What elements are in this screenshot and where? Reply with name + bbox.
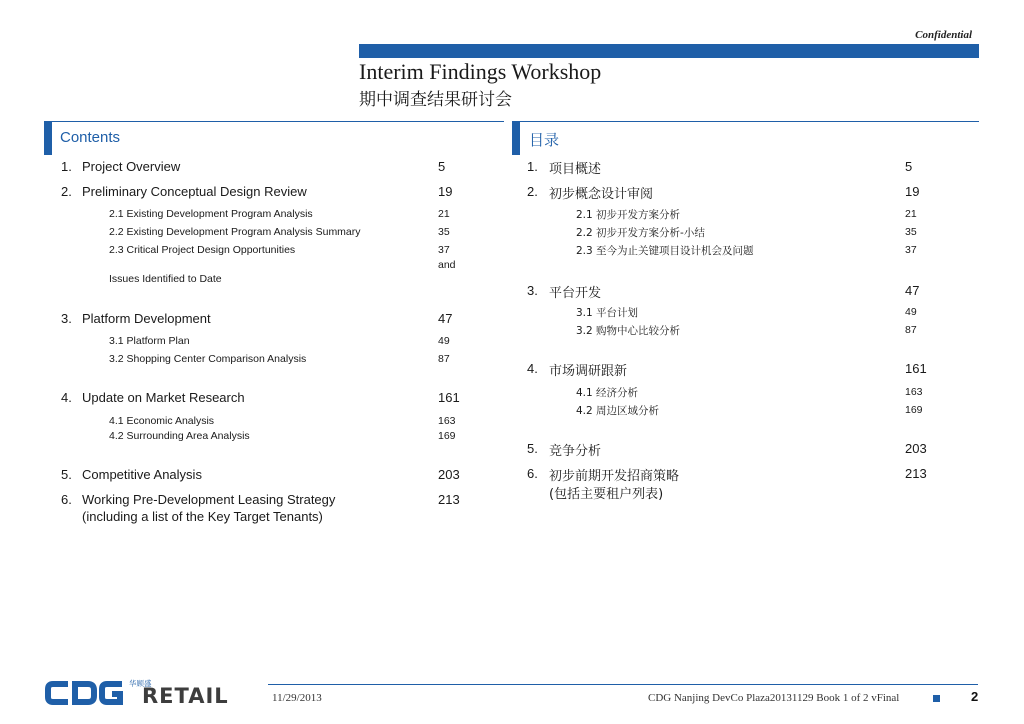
toc-cn-item-num: 5. xyxy=(527,441,538,456)
contents-heading: Contents xyxy=(60,129,121,146)
toc-item-num: 5. xyxy=(61,467,72,482)
toc-cn-item-num: 4. xyxy=(527,361,538,376)
toc-cn-item-label: (包括主要租户列表) xyxy=(549,487,664,502)
toc-item-num: 2. xyxy=(61,184,72,199)
toc-item-page: 203 xyxy=(438,467,460,482)
page-title: Interim Findings Workshop xyxy=(359,59,602,84)
toc-cn-subitem-page: 169 xyxy=(905,404,923,416)
toc-cn-subitem-page: 163 xyxy=(905,386,923,398)
page-number: 2 xyxy=(971,689,979,704)
toc-subitem-extra: and xyxy=(438,259,456,271)
toc-subitem-label[interactable]: 3.1 Platform Plan xyxy=(109,335,190,347)
toc-item-num: 4. xyxy=(61,390,72,405)
toc-cn-item-num: 6. xyxy=(527,466,538,481)
toc-item-page: 213 xyxy=(438,492,460,507)
toc-subitem-label[interactable]: Issues Identified to Date xyxy=(109,273,222,285)
toc-item-label: (including a list of the Key Target Tenants) xyxy=(82,509,323,524)
contents-marker xyxy=(44,121,52,155)
toc-item-label[interactable]: Project Overview xyxy=(82,159,181,174)
svg-text:RETAIL: RETAIL xyxy=(142,684,229,708)
toc-item-label[interactable]: Competitive Analysis xyxy=(82,467,202,482)
toc-subitem-page: 169 xyxy=(438,430,456,442)
toc-subitem-page: 163 xyxy=(438,415,456,427)
toc-item-num: 3. xyxy=(61,311,72,326)
toc-cn-subitem-label[interactable]: 2.3 至今为止关键项目设计机会及问题 xyxy=(576,245,754,257)
cdg-retail-logo xyxy=(44,676,260,710)
toc-subitem-label[interactable]: 2.1 Existing Development Program Analysis xyxy=(109,208,313,220)
toc-subitem-page: 37 xyxy=(438,244,450,256)
page-title-cn: 期中调查结果研讨会 xyxy=(359,90,512,110)
toc-item-label[interactable]: Preliminary Conceptual Design Review xyxy=(82,184,307,199)
toc-subitem-page: 49 xyxy=(438,335,450,347)
logo-cn-text: 华顾盛 xyxy=(129,679,152,688)
contents-cn-divider xyxy=(512,121,979,122)
toc-subitem-page: 35 xyxy=(438,226,450,238)
toc-cn-subitem-page: 35 xyxy=(905,226,917,238)
toc-item-page: 47 xyxy=(438,311,453,326)
toc-item-label[interactable]: Platform Development xyxy=(82,311,211,326)
toc-cn-subitem-label[interactable]: 2.1 初步开发方案分析 xyxy=(576,209,681,221)
toc-item-page: 5 xyxy=(438,159,446,174)
contents-cn-marker xyxy=(512,121,520,155)
toc-cn-item-page: 161 xyxy=(905,361,927,376)
toc-cn-item-num: 3. xyxy=(527,283,538,298)
toc-item-label[interactable]: Update on Market Research xyxy=(82,390,245,405)
toc-cn-item-num: 2. xyxy=(527,184,538,199)
toc-cn-item-label[interactable]: 初步前期开发招商策略 xyxy=(549,469,680,484)
toc-cn-subitem-page: 49 xyxy=(905,306,917,318)
toc-cn-item-page: 47 xyxy=(905,283,920,298)
footer-date: 11/29/2013 xyxy=(272,692,322,704)
toc-subitem-label[interactable]: 2.3 Critical Project Design Opportunities xyxy=(109,244,296,256)
contents-divider xyxy=(44,121,504,122)
toc-subitem-page: 87 xyxy=(438,353,450,365)
toc-cn-item-label[interactable]: 项目概述 xyxy=(549,162,602,177)
toc-cn-item-page: 213 xyxy=(905,466,927,481)
toc-cn-item-label[interactable]: 初步概念设计审阅 xyxy=(549,187,654,202)
footer-square-icon xyxy=(933,695,940,702)
footer-filename: CDG Nanjing DevCo Plaza20131129 Book 1 of 2 vFinal xyxy=(648,692,900,704)
toc-item-num: 6. xyxy=(61,492,72,507)
toc-subitem-page: 21 xyxy=(438,208,450,220)
footer-divider xyxy=(268,684,978,685)
toc-cn-subitem-page: 37 xyxy=(905,244,917,256)
toc-cn-item-page: 203 xyxy=(905,441,927,456)
toc-cn-subitem-label[interactable]: 3.2 购物中心比较分析 xyxy=(576,325,681,337)
toc-cn-subitem-label[interactable]: 3.1 平台计划 xyxy=(576,307,639,319)
toc-cn-subitem-label[interactable]: 2.2 初步开发方案分析-小结 xyxy=(576,227,705,239)
toc-item-num: 1. xyxy=(61,159,72,174)
toc-cn-subitem-label[interactable]: 4.1 经济分析 xyxy=(576,387,639,399)
header-bar xyxy=(359,44,979,58)
toc-cn-subitem-page: 21 xyxy=(905,208,917,220)
confidential-label: Confidential xyxy=(915,29,972,41)
toc-cn-item-label[interactable]: 平台开发 xyxy=(549,286,602,301)
toc-cn-item-page: 19 xyxy=(905,184,920,199)
toc-item-page: 161 xyxy=(438,390,460,405)
toc-subitem-label[interactable]: 4.2 Surrounding Area Analysis xyxy=(109,430,250,442)
contents-cn-heading: 目录 xyxy=(529,131,560,149)
toc-cn-item-label[interactable]: 市场调研跟新 xyxy=(549,364,628,379)
toc-cn-item-page: 5 xyxy=(905,159,913,174)
toc-cn-subitem-label[interactable]: 4.2 周边区域分析 xyxy=(576,405,660,417)
toc-cn-item-num: 1. xyxy=(527,159,538,174)
toc-item-page: 19 xyxy=(438,184,453,199)
toc-item-label[interactable]: Working Pre-Development Leasing Strategy xyxy=(82,492,336,507)
toc-cn-subitem-page: 87 xyxy=(905,324,917,336)
toc-subitem-label[interactable]: 3.2 Shopping Center Comparison Analysis xyxy=(109,353,307,365)
toc-subitem-label[interactable]: 4.1 Economic Analysis xyxy=(109,415,215,427)
toc-cn-item-label[interactable]: 竞争分析 xyxy=(549,444,602,459)
toc-subitem-label[interactable]: 2.2 Existing Development Program Analysis Summary xyxy=(109,226,361,238)
